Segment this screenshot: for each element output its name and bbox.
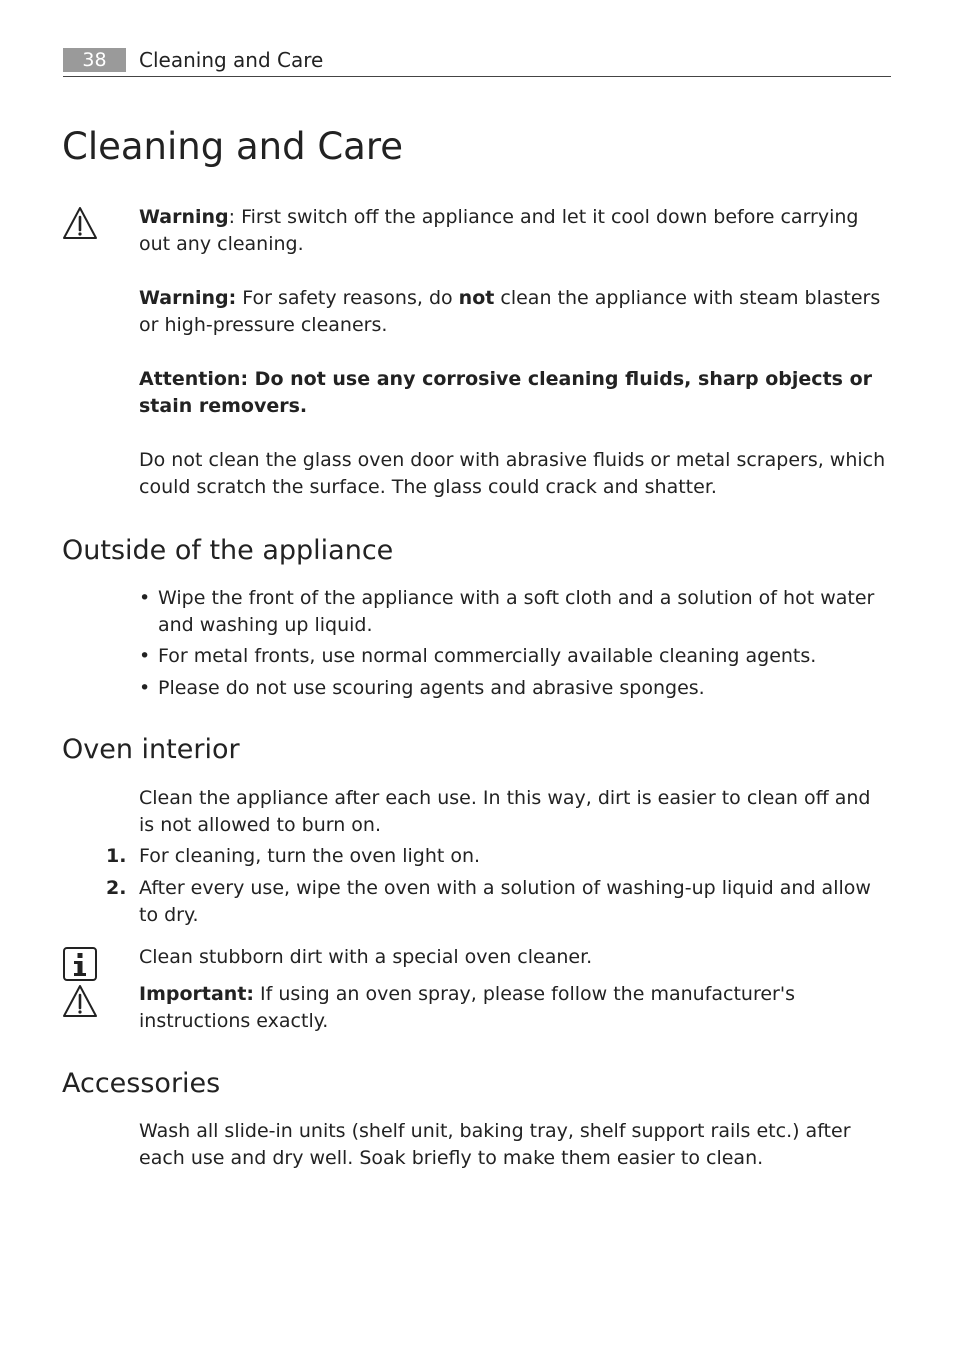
header-title: Cleaning and Care bbox=[139, 48, 324, 72]
step-text: For cleaning, turn the oven light on. bbox=[139, 845, 481, 867]
important-note bbox=[139, 981, 891, 1035]
section-outside-heading: Outside of the appliance bbox=[62, 535, 394, 566]
warning-label: Warning: bbox=[139, 287, 237, 309]
warning-text: clean the appliance with steam blasters or high-pressure cleaners. bbox=[139, 287, 881, 336]
step-text: After every use, wipe the oven with a solution of washing-up liquid and allow to dry. bbox=[139, 877, 871, 926]
bullet-marker: • bbox=[139, 587, 151, 609]
warning-switch-off bbox=[139, 204, 891, 258]
bullet-marker: • bbox=[139, 677, 151, 699]
list-item bbox=[139, 675, 891, 702]
bullet-marker: • bbox=[139, 645, 151, 667]
info-icon bbox=[62, 946, 98, 982]
list-item-text: Wipe the front of the appliance with a soft cloth and a solution of hot water and washing up liquid. bbox=[158, 587, 875, 636]
warning-label: Warning bbox=[139, 206, 229, 228]
page-title: Cleaning and Care bbox=[62, 125, 404, 168]
warning-steam bbox=[139, 285, 891, 339]
important-text: If using an oven spray, please follow the manufacturer's instructions exactly. bbox=[139, 983, 795, 1032]
accessories-text: Wash all slide-in units (shelf unit, baking tray, shelf support rails etc.) after each use and dry well. Soak briefly to make them easier to clean. bbox=[139, 1120, 851, 1169]
page-number: 38 bbox=[63, 48, 126, 72]
warning-text: : First switch off the appliance and let it cool down before carrying out any cleaning. bbox=[139, 206, 859, 255]
list-item-text: Please do not use scouring agents and abrasive sponges. bbox=[158, 677, 705, 699]
list-item-text: For metal fronts, use normal commercially available cleaning agents. bbox=[158, 645, 817, 667]
list-item bbox=[139, 585, 891, 639]
important-label: Important: bbox=[139, 983, 255, 1005]
step-item bbox=[106, 843, 891, 870]
oven-interior-intro: Clean the appliance after each use. In this way, dirt is easier to clean off and is not allowed to burn on. bbox=[139, 787, 871, 836]
section-accessories-heading: Accessories bbox=[62, 1068, 221, 1099]
page-header bbox=[63, 46, 891, 77]
section-oven-interior-heading: Oven interior bbox=[62, 734, 240, 765]
step-item bbox=[106, 875, 891, 929]
warning-emphasis: not bbox=[458, 287, 495, 309]
step-number: 2. bbox=[106, 877, 127, 899]
info-note: Clean stubborn dirt with a special oven cleaner. bbox=[139, 946, 593, 968]
warning-triangle-icon bbox=[61, 205, 99, 241]
list-item bbox=[139, 643, 891, 670]
attention-note: Attention: Do not use any corrosive cleaning fluids, sharp objects or stain removers. bbox=[139, 368, 873, 417]
glass-door-note: Do not clean the glass oven door with abrasive fluids or metal scrapers, which could scratch the surface. The glass could crack and shatter. bbox=[139, 449, 886, 498]
warning-text: For safety reasons, do bbox=[236, 287, 459, 309]
step-number: 1. bbox=[106, 845, 127, 867]
warning-triangle-icon bbox=[61, 983, 99, 1019]
